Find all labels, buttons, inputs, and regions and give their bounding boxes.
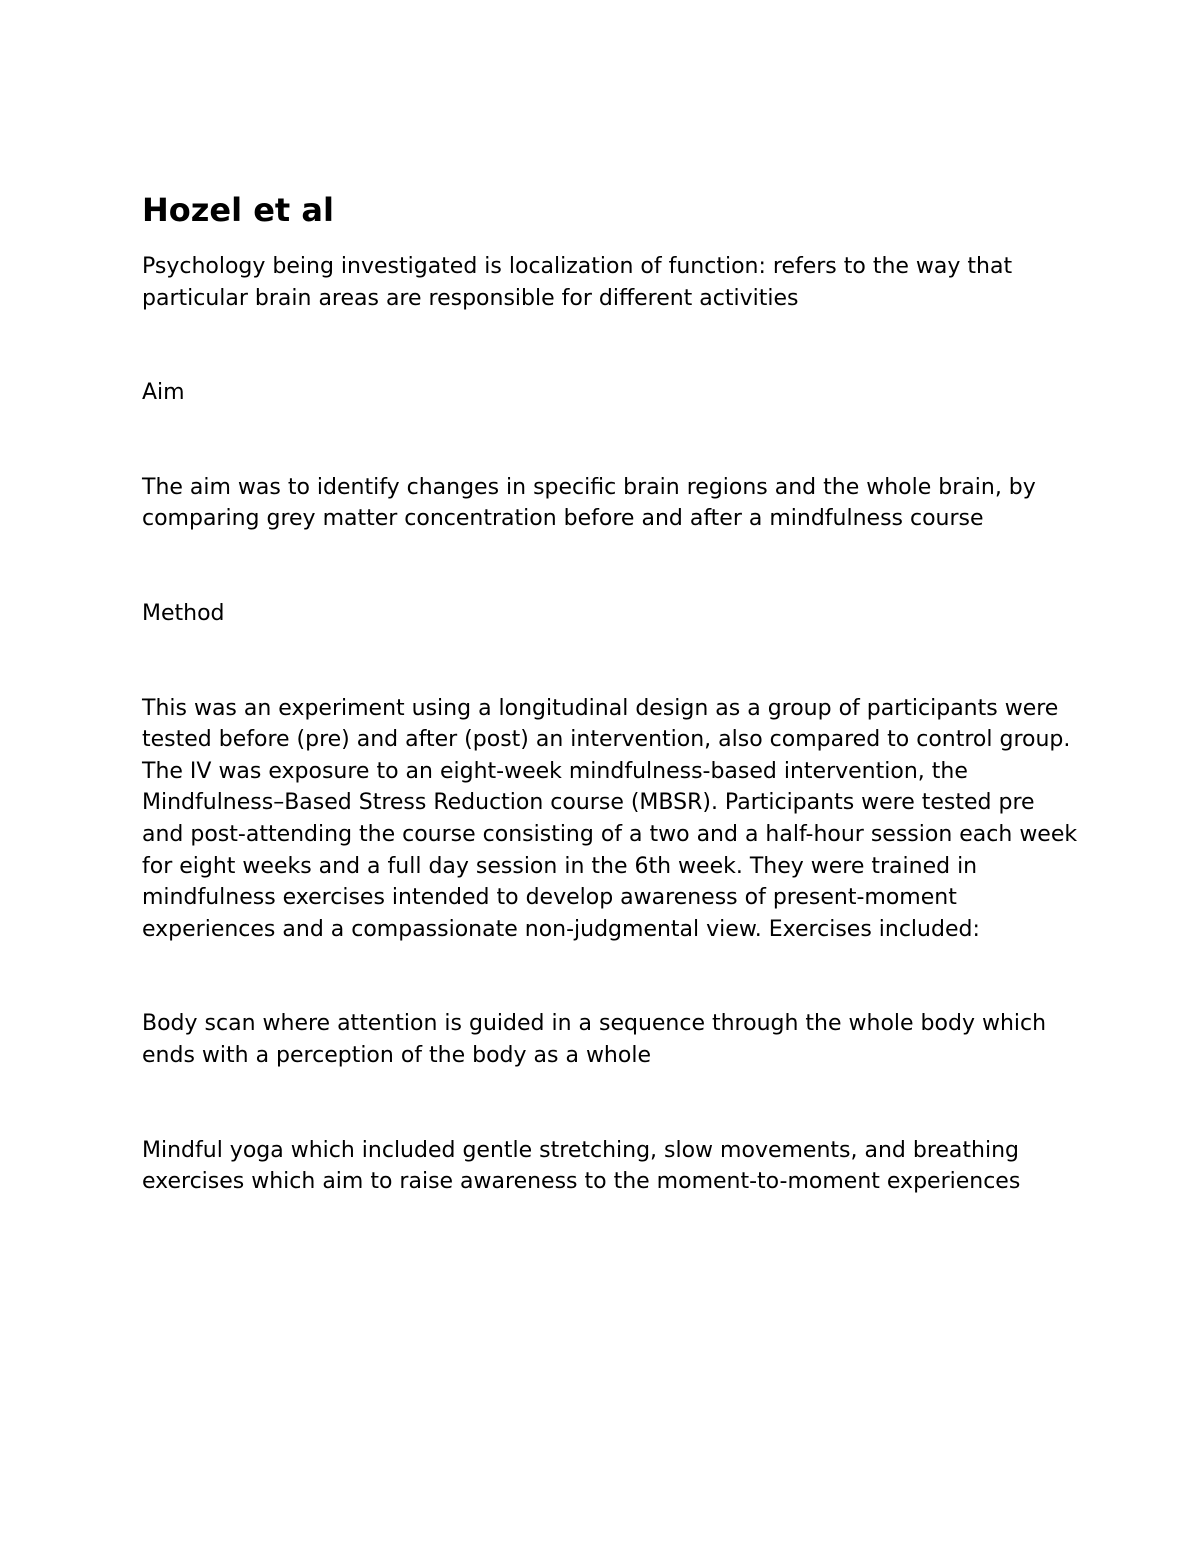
method-heading: Method (142, 600, 225, 626)
body-scan-paragraph: Body scan where attention is guided in a sequence through the whole body which ends with a perception of the body as a whole (142, 1011, 1047, 1068)
mindful-yoga-paragraph: Mindful yoga which included gentle stretching, slow movements, and breathing exercises which aim to raise awareness to the moment-to-moment experiences (142, 1137, 1021, 1195)
method-paragraph: This was an experiment using a longitudinal design as a group of participants were tested before (pre) and after (post) an intervention, also compared to control group. The IV was exposure to an eight-week mindfulness-based intervention, the Mindfulness–Based Stress Reduction course (MBSR). Participants were tested pre and post-attending the course consisting of a two and a half-hour session each week for eight weeks and a full day session in the 6th week. They were trained in mindfulness exercises intended to develop awareness of present-moment experiences and a compassionate non-judgmental view. Exercises included: (142, 695, 1078, 942)
document-title: Hozel et al (142, 191, 334, 229)
intro-paragraph: Psychology being investigated is localization of function: refers to the way that particular brain areas are responsible for different activities (142, 254, 1013, 311)
document-page (142, 188, 1082, 1198)
aim-paragraph: The aim was to identify changes in specific brain regions and the whole brain, by comparing grey matter concentration before and after a mindfulness course (142, 474, 1036, 532)
aim-heading: Aim (142, 380, 185, 406)
